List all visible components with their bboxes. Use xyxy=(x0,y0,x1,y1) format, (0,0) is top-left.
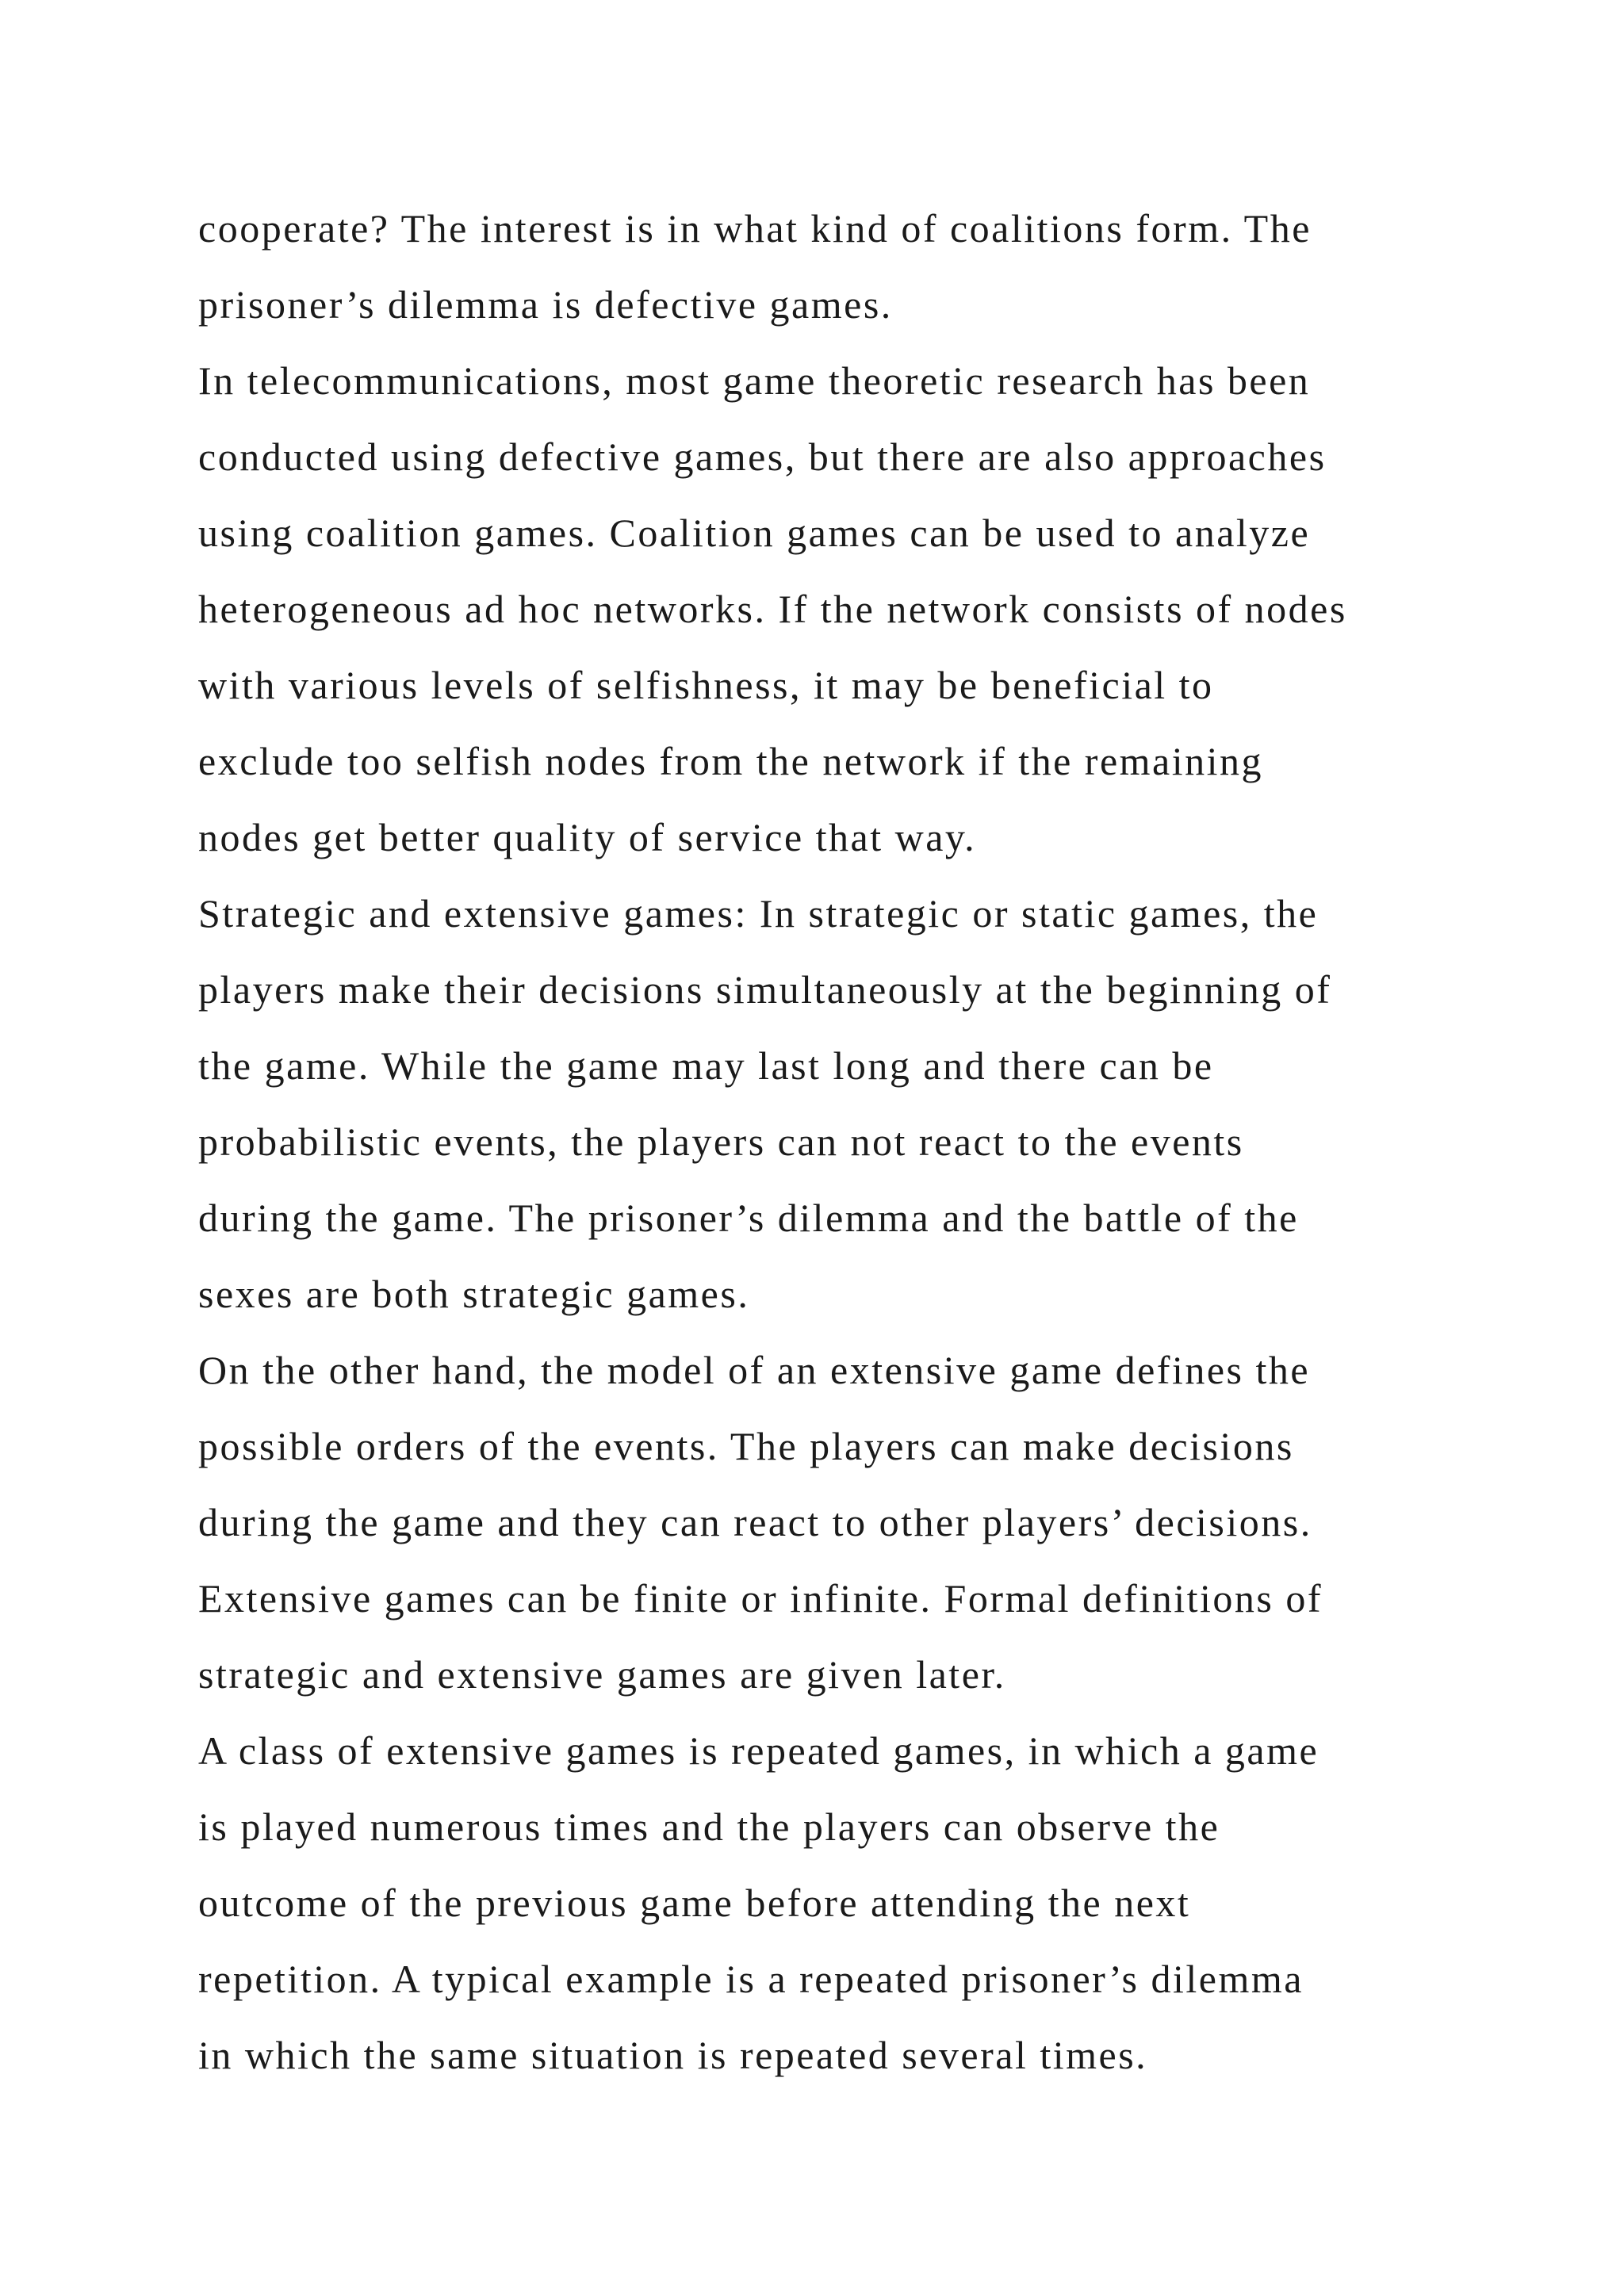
text-line: strategic and extensive games are given later. xyxy=(198,1652,1006,1697)
text-line: is played numerous times and the players can observe the xyxy=(198,1804,1220,1849)
text-line: the game. While the game may last long and there can be xyxy=(198,1043,1214,1088)
text-line: using coalition games. Coalition games can be used to analyze xyxy=(198,511,1311,555)
text-line: exclude too selfish nodes from the network if the remaining xyxy=(198,739,1264,783)
text-line: A class of extensive games is repeated games, in which a game xyxy=(198,1728,1320,1773)
text-line: players make their decisions simultaneously at the beginning of xyxy=(198,967,1332,1012)
text-line: Extensive games can be finite or infinite. Formal definitions of xyxy=(198,1576,1323,1621)
text-line: in which the same situation is repeated several times. xyxy=(198,2033,1148,2077)
text-line: In telecommunications, most game theoretic research has been xyxy=(198,358,1311,403)
text-line: nodes get better quality of service that way. xyxy=(198,815,977,859)
text-line: probabilistic events, the players can not react to the events xyxy=(198,1119,1244,1164)
text-line: heterogeneous ad hoc networks. If the network consists of nodes xyxy=(198,587,1347,631)
text-line: repetition. A typical example is a repeated prisoner’s dilemma xyxy=(198,1957,1304,2001)
text-line: conducted using defective games, but there are also approaches xyxy=(198,434,1327,479)
text-line: with various levels of selfishness, it may be beneficial to xyxy=(198,663,1214,707)
text-line: prisoner’s dilemma is defective games. xyxy=(198,282,893,327)
text-line: Strategic and extensive games: In strategic or static games, the xyxy=(198,891,1319,936)
text-line: On the other hand, the model of an extensive game defines the xyxy=(198,1348,1311,1392)
text-line: sexes are both strategic games. xyxy=(198,1272,750,1316)
text-line: during the game and they can react to other players’ decisions. xyxy=(198,1500,1312,1544)
text-line: possible orders of the events. The players can make decisions xyxy=(198,1424,1294,1468)
body-text xyxy=(198,190,1483,2093)
text-line: outcome of the previous game before attending the next xyxy=(198,1881,1191,1925)
text-line: during the game. The prisoner’s dilemma and the battle of the xyxy=(198,1196,1299,1240)
text-line: cooperate? The interest is in what kind of coalitions form. The xyxy=(198,206,1312,251)
